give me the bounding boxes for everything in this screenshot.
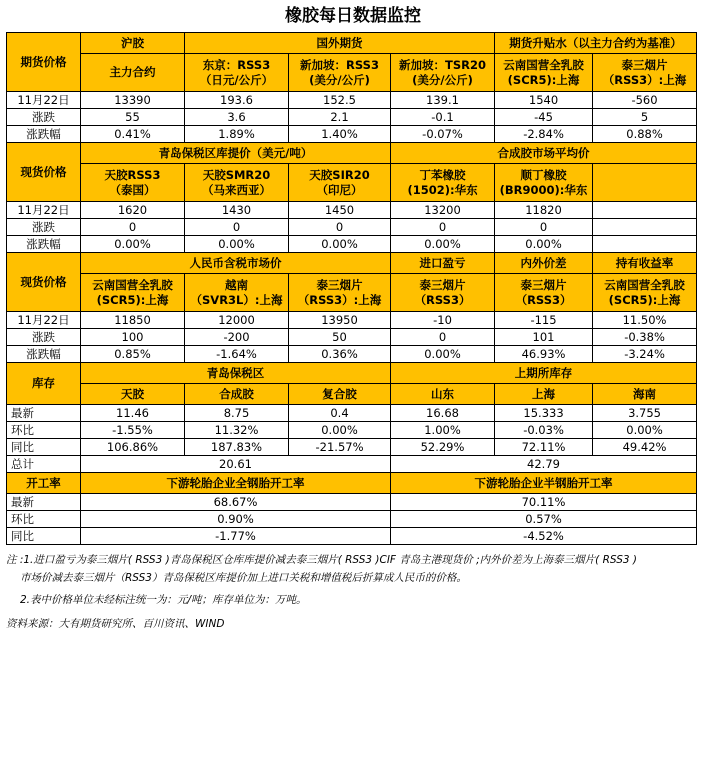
column-header: 泰三烟片 （RSS3）:上海 <box>593 54 697 92</box>
section-futures: 期货价格 <box>7 33 81 92</box>
group-foreign-futures: 国外期货 <box>185 33 495 54</box>
cell: -115 <box>495 312 593 329</box>
column-header: 泰三烟片 （RSS3）:上海 <box>289 274 391 312</box>
column-header: 天胶RSS3 （泰国） <box>81 164 185 202</box>
note-2: 2.表中价格单位未经标注统一为：元/吨；库存单位为：万吨。 <box>20 594 307 606</box>
cell: 16.68 <box>391 405 495 422</box>
futures-col-headers <box>7 54 697 92</box>
cell: -10 <box>391 312 495 329</box>
cell: 11820 <box>495 202 593 219</box>
row-label: 涨跌幅 <box>7 346 81 363</box>
page-title: 橡胶每日数据监控 <box>285 6 421 26</box>
cell: 0 <box>391 329 495 346</box>
column-header: 越南 （SVR3L）:上海 <box>185 274 289 312</box>
table-row-total <box>7 456 697 473</box>
cell: -4.52% <box>391 528 697 545</box>
cell: 0 <box>81 219 185 236</box>
total-qingdao: 20.61 <box>81 456 391 473</box>
row-label: 同比 <box>7 528 81 545</box>
cell: 0.85% <box>81 346 185 363</box>
cell: -1.64% <box>185 346 289 363</box>
cell: 11850 <box>81 312 185 329</box>
column-header: 云南国营全乳胶 (SCR5):上海 <box>81 274 185 312</box>
cell: 0.00% <box>185 236 289 253</box>
table-row <box>7 511 697 528</box>
cell: 0.41% <box>81 126 185 143</box>
row-label: 涨跌 <box>7 329 81 346</box>
row-label: 环比 <box>7 422 81 439</box>
cell: 0.36% <box>289 346 391 363</box>
cell: 0.00% <box>495 236 593 253</box>
section-spot: 现货价格 <box>7 143 81 202</box>
group-shfe-inventory: 上期所库存 <box>391 363 697 384</box>
cell: 0.57% <box>391 511 697 528</box>
row-label: 11月22日 <box>7 202 81 219</box>
cell: 100 <box>81 329 185 346</box>
table-row <box>7 236 697 253</box>
table-row <box>7 422 697 439</box>
cell: -560 <box>593 92 697 109</box>
cell: 0.00% <box>593 422 697 439</box>
footnotes <box>6 551 706 633</box>
cell: 46.93% <box>495 346 593 363</box>
column-header: 东京：RSS3 （日元/公斤） <box>185 54 289 92</box>
cell: -45 <box>495 109 593 126</box>
column-header: 云南国营全乳胶 (SCR5):上海 <box>593 274 697 312</box>
group-carry-yield: 持有收益率 <box>593 253 697 274</box>
total-shfe: 42.79 <box>391 456 697 473</box>
column-header: 合成胶 <box>185 384 289 405</box>
cell: 13950 <box>289 312 391 329</box>
cell: 0.90% <box>81 511 391 528</box>
row-label: 最新 <box>7 405 81 422</box>
cell: 72.11% <box>495 439 593 456</box>
note-1-continued: 市场价减去泰三烟片（RSS3）青岛保税区库提价加上进口关税和增值税后折算成人民币的价格。 <box>20 572 467 584</box>
column-header: 山东 <box>391 384 495 405</box>
cell: 193.6 <box>185 92 289 109</box>
cell: 1540 <box>495 92 593 109</box>
data-source: 资料来源：大有期货研究所、百川资讯、WIND <box>6 618 225 630</box>
cell: 2.1 <box>289 109 391 126</box>
cell: -0.38% <box>593 329 697 346</box>
cell: 106.86% <box>81 439 185 456</box>
cell: -2.84% <box>495 126 593 143</box>
cell: 1.40% <box>289 126 391 143</box>
column-header: 复合胶 <box>289 384 391 405</box>
row-label: 涨跌 <box>7 219 81 236</box>
cell: -1.77% <box>81 528 391 545</box>
group-import-pnl: 进口盈亏 <box>391 253 495 274</box>
cell: -1.55% <box>81 422 185 439</box>
cell: 50 <box>289 329 391 346</box>
table-row <box>7 312 697 329</box>
row-label: 最新 <box>7 494 81 511</box>
cell <box>593 202 697 219</box>
cell: 0.00% <box>289 236 391 253</box>
table-row <box>7 439 697 456</box>
cell <box>593 219 697 236</box>
cell: -200 <box>185 329 289 346</box>
cell: 0 <box>289 219 391 236</box>
cell: 3.755 <box>593 405 697 422</box>
cell: -0.07% <box>391 126 495 143</box>
cell: 1620 <box>81 202 185 219</box>
cell: 1.89% <box>185 126 289 143</box>
row-label: 涨跌幅 <box>7 236 81 253</box>
column-header: 天胶 <box>81 384 185 405</box>
table-row <box>7 92 697 109</box>
inventory-col-headers <box>7 384 697 405</box>
cell: 139.1 <box>391 92 495 109</box>
row-label: 环比 <box>7 511 81 528</box>
cell: 68.67% <box>81 494 391 511</box>
cell: 0 <box>495 219 593 236</box>
cell: 70.11% <box>391 494 697 511</box>
cell: 0.00% <box>81 236 185 253</box>
cell: 0.4 <box>289 405 391 422</box>
table-row <box>7 528 697 545</box>
section-spot: 现货价格 <box>7 253 81 312</box>
cell: 187.83% <box>185 439 289 456</box>
column-header: 主力合约 <box>81 54 185 92</box>
group-futures-spread: 期货升贴水（以主力合约为基准） <box>495 33 697 54</box>
section-inventory: 库存 <box>7 363 81 405</box>
column-header: 丁苯橡胶 (1502):华东 <box>391 164 495 202</box>
group-all-steel-tire: 下游轮胎企业全钢胎开工率 <box>81 473 391 494</box>
rubber-monitor-table <box>6 32 697 545</box>
group-shanghai-rubber: 沪胶 <box>81 33 185 54</box>
cell: 13390 <box>81 92 185 109</box>
cell: 1430 <box>185 202 289 219</box>
group-synthetic-rubber: 合成胶市场平均价 <box>391 143 697 164</box>
column-header: 新加坡：TSR20 (美分/公斤) <box>391 54 495 92</box>
spot2-col-headers <box>7 274 697 312</box>
cell: 3.6 <box>185 109 289 126</box>
column-header: 泰三烟片 （RSS3） <box>391 274 495 312</box>
row-label: 11月22日 <box>7 92 81 109</box>
cell: 5 <box>593 109 697 126</box>
group-qingdao-bonded: 青岛保税区库提价（美元/吨） <box>81 143 391 164</box>
cell: 0.00% <box>289 422 391 439</box>
row-label: 总计 <box>7 456 81 473</box>
cell: 152.5 <box>289 92 391 109</box>
table-row <box>7 329 697 346</box>
table-row <box>7 219 697 236</box>
cell: 0 <box>185 219 289 236</box>
column-header: 上海 <box>495 384 593 405</box>
spot1-col-headers <box>7 164 697 202</box>
column-header: 天胶SMR20 （马来西亚） <box>185 164 289 202</box>
column-header: 泰三烟片 （RSS3） <box>495 274 593 312</box>
table-row <box>7 202 697 219</box>
cell: 1.00% <box>391 422 495 439</box>
cell: 49.42% <box>593 439 697 456</box>
row-label: 同比 <box>7 439 81 456</box>
cell <box>593 236 697 253</box>
cell: 13200 <box>391 202 495 219</box>
cell: 1450 <box>289 202 391 219</box>
table-row <box>7 405 697 422</box>
cell: -0.1 <box>391 109 495 126</box>
cell: 11.46 <box>81 405 185 422</box>
column-header: 顺丁橡胶 (BR9000):华东 <box>495 164 593 202</box>
cell: -0.03% <box>495 422 593 439</box>
row-label: 涨跌 <box>7 109 81 126</box>
group-qingdao-inventory: 青岛保税区 <box>81 363 391 384</box>
cell: 11.50% <box>593 312 697 329</box>
table-row <box>7 126 697 143</box>
column-header: 云南国营全乳胶 (SCR5):上海 <box>495 54 593 92</box>
cell: 0.88% <box>593 126 697 143</box>
group-semi-steel-tire: 下游轮胎企业半钢胎开工率 <box>391 473 697 494</box>
note-1: 注 :1.进口盈亏为泰三烟片( RSS3 )青岛保税区仓库库提价减去泰三烟片( RSS3 )CIF 青岛主港现货价 ;内外价差为上海泰三烟片( RSS3 ) <box>6 554 637 566</box>
column-header: 新加坡：RSS3 (美分/公斤) <box>289 54 391 92</box>
group-rmb-price: 人民币含税市场价 <box>81 253 391 274</box>
table-row <box>7 494 697 511</box>
column-header: 海南 <box>593 384 697 405</box>
cell: 52.29% <box>391 439 495 456</box>
column-header <box>593 164 697 202</box>
table-row <box>7 109 697 126</box>
cell: 8.75 <box>185 405 289 422</box>
column-header: 天胶SIR20 （印尼） <box>289 164 391 202</box>
cell: 11.32% <box>185 422 289 439</box>
cell: 0.00% <box>391 346 495 363</box>
cell: 101 <box>495 329 593 346</box>
cell: 12000 <box>185 312 289 329</box>
row-label: 11月22日 <box>7 312 81 329</box>
table-row <box>7 346 697 363</box>
cell: 15.333 <box>495 405 593 422</box>
cell: 0.00% <box>391 236 495 253</box>
row-label: 涨跌幅 <box>7 126 81 143</box>
section-operating-rate: 开工率 <box>7 473 81 494</box>
group-domestic-foreign-spread: 内外价差 <box>495 253 593 274</box>
cell: -21.57% <box>289 439 391 456</box>
cell: -3.24% <box>593 346 697 363</box>
cell: 0 <box>391 219 495 236</box>
cell: 55 <box>81 109 185 126</box>
